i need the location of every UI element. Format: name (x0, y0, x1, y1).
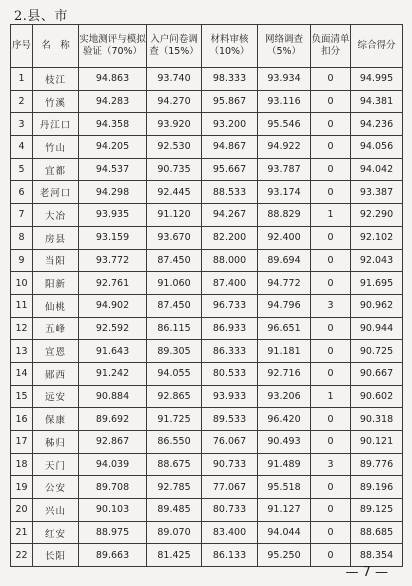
cell-total: 90.667 (351, 362, 403, 385)
table-row (11, 340, 403, 363)
cell-seq: 3 (11, 113, 33, 136)
cell-material: 96.733 (202, 294, 258, 317)
cell-total: 92.290 (351, 204, 403, 227)
cell-seq: 13 (11, 340, 33, 363)
table-row (11, 294, 403, 317)
header-negative: 负面清单扣分 (311, 25, 351, 68)
cell-seq: 14 (11, 362, 33, 385)
cell-negative: 0 (311, 476, 351, 499)
cell-material: 98.333 (202, 68, 258, 91)
cell-field-eval: 89.708 (79, 476, 147, 499)
cell-seq: 2 (11, 90, 33, 113)
cell-negative: 1 (311, 385, 351, 408)
cell-household: 92.530 (147, 136, 202, 159)
cell-total: 90.944 (351, 317, 403, 340)
table-row (11, 521, 403, 544)
cell-material: 88.533 (202, 181, 258, 204)
cell-online: 95.250 (258, 544, 311, 567)
cell-field-eval: 88.975 (79, 521, 147, 544)
cell-field-eval: 93.935 (79, 204, 147, 227)
cell-household: 91.725 (147, 408, 202, 431)
cell-online: 88.829 (258, 204, 311, 227)
cell-household: 92.865 (147, 385, 202, 408)
cell-online: 94.922 (258, 136, 311, 159)
cell-material: 93.933 (202, 385, 258, 408)
cell-material: 83.400 (202, 521, 258, 544)
cell-seq: 12 (11, 317, 33, 340)
cell-total: 94.236 (351, 113, 403, 136)
cell-household: 88.675 (147, 453, 202, 476)
table-row (11, 317, 403, 340)
cell-total: 94.995 (351, 68, 403, 91)
cell-name: 竹山 (33, 136, 79, 159)
cell-negative: 0 (311, 362, 351, 385)
cell-total: 91.695 (351, 272, 403, 295)
cell-material: 77.067 (202, 476, 258, 499)
cell-name: 老河口 (33, 181, 79, 204)
cell-negative: 1 (311, 204, 351, 227)
cell-negative: 0 (311, 68, 351, 91)
cell-household: 89.485 (147, 499, 202, 522)
cell-household: 92.445 (147, 181, 202, 204)
section-heading: 2.县、市 (14, 9, 68, 24)
table-row (11, 68, 403, 91)
table-header (11, 25, 403, 68)
cell-online: 93.116 (258, 90, 311, 113)
cell-field-eval: 91.643 (79, 340, 147, 363)
table-row (11, 226, 403, 249)
cell-total: 89.776 (351, 453, 403, 476)
cell-name: 秭归 (33, 431, 79, 454)
cell-online: 91.181 (258, 340, 311, 363)
cell-household: 81.425 (147, 544, 202, 567)
cell-negative: 0 (311, 181, 351, 204)
cell-material: 87.400 (202, 272, 258, 295)
cell-household: 93.740 (147, 68, 202, 91)
cell-negative: 0 (311, 90, 351, 113)
cell-negative: 0 (311, 113, 351, 136)
cell-total: 88.685 (351, 521, 403, 544)
cell-household: 94.055 (147, 362, 202, 385)
table-row (11, 181, 403, 204)
cell-online: 94.772 (258, 272, 311, 295)
cell-field-eval: 94.283 (79, 90, 147, 113)
cell-material: 88.000 (202, 249, 258, 272)
cell-material: 95.667 (202, 158, 258, 181)
cell-negative: 0 (311, 499, 351, 522)
cell-seq: 15 (11, 385, 33, 408)
cell-seq: 19 (11, 476, 33, 499)
cell-field-eval: 94.902 (79, 294, 147, 317)
cell-online: 91.127 (258, 499, 311, 522)
header-household: 入户问卷调查（15%） (147, 25, 202, 68)
cell-negative: 0 (311, 521, 351, 544)
cell-name: 郧西 (33, 362, 79, 385)
cell-name: 仙桃 (33, 294, 79, 317)
cell-field-eval: 93.772 (79, 249, 147, 272)
cell-name: 竹溪 (33, 90, 79, 113)
cell-online: 96.420 (258, 408, 311, 431)
cell-household: 91.120 (147, 204, 202, 227)
cell-material: 76.067 (202, 431, 258, 454)
cell-total: 90.121 (351, 431, 403, 454)
cell-total: 88.354 (351, 544, 403, 567)
cell-online: 92.716 (258, 362, 311, 385)
cell-household: 91.060 (147, 272, 202, 295)
cell-name: 当阳 (33, 249, 79, 272)
cell-total: 90.602 (351, 385, 403, 408)
header-total: 综合得分 (351, 25, 403, 68)
cell-negative: 0 (311, 226, 351, 249)
table-row (11, 408, 403, 431)
page-number: — 7 — (345, 565, 388, 580)
table-row (11, 136, 403, 159)
cell-field-eval: 94.358 (79, 113, 147, 136)
cell-total: 94.056 (351, 136, 403, 159)
cell-negative: 0 (311, 340, 351, 363)
cell-online: 95.546 (258, 113, 311, 136)
cell-online: 93.174 (258, 181, 311, 204)
cell-field-eval: 93.159 (79, 226, 147, 249)
cell-seq: 16 (11, 408, 33, 431)
cell-negative: 3 (311, 453, 351, 476)
cell-name: 丹江口 (33, 113, 79, 136)
header-seq: 序号 (11, 25, 33, 68)
cell-seq: 22 (11, 544, 33, 567)
cell-seq: 4 (11, 136, 33, 159)
cell-name: 宣恩 (33, 340, 79, 363)
cell-material: 89.533 (202, 408, 258, 431)
cell-online: 90.493 (258, 431, 311, 454)
header-material: 材料审核（10%） (202, 25, 258, 68)
table-row (11, 385, 403, 408)
cell-total: 89.196 (351, 476, 403, 499)
table-row (11, 113, 403, 136)
cell-negative: 3 (311, 294, 351, 317)
cell-negative: 0 (311, 136, 351, 159)
cell-name: 保康 (33, 408, 79, 431)
cell-online: 93.934 (258, 68, 311, 91)
cell-material: 93.200 (202, 113, 258, 136)
cell-field-eval: 92.761 (79, 272, 147, 295)
cell-seq: 8 (11, 226, 33, 249)
cell-name: 红安 (33, 521, 79, 544)
cell-total: 93.387 (351, 181, 403, 204)
cell-name: 枝江 (33, 68, 79, 91)
cell-household: 87.450 (147, 249, 202, 272)
cell-negative: 0 (311, 272, 351, 295)
cell-material: 95.867 (202, 90, 258, 113)
cell-field-eval: 94.298 (79, 181, 147, 204)
cell-household: 94.270 (147, 90, 202, 113)
cell-household: 93.920 (147, 113, 202, 136)
cell-name: 宜都 (33, 158, 79, 181)
cell-household: 93.670 (147, 226, 202, 249)
cell-total: 90.318 (351, 408, 403, 431)
cell-name: 五峰 (33, 317, 79, 340)
cell-material: 80.733 (202, 499, 258, 522)
cell-total: 90.962 (351, 294, 403, 317)
cell-field-eval: 94.537 (79, 158, 147, 181)
cell-total: 94.042 (351, 158, 403, 181)
cell-seq: 17 (11, 431, 33, 454)
cell-household: 89.070 (147, 521, 202, 544)
cell-total: 92.102 (351, 226, 403, 249)
cell-material: 94.867 (202, 136, 258, 159)
cell-field-eval: 94.863 (79, 68, 147, 91)
cell-negative: 0 (311, 249, 351, 272)
cell-seq: 7 (11, 204, 33, 227)
cell-online: 96.651 (258, 317, 311, 340)
cell-online: 92.400 (258, 226, 311, 249)
cell-material: 82.200 (202, 226, 258, 249)
table-row (11, 249, 403, 272)
cell-total: 94.381 (351, 90, 403, 113)
cell-household: 86.550 (147, 431, 202, 454)
cell-online: 93.206 (258, 385, 311, 408)
cell-field-eval: 91.242 (79, 362, 147, 385)
cell-field-eval: 94.039 (79, 453, 147, 476)
cell-name: 房县 (33, 226, 79, 249)
header-online: 网络调查（5%） (258, 25, 311, 68)
cell-field-eval: 92.867 (79, 431, 147, 454)
cell-negative: 0 (311, 431, 351, 454)
cell-household: 89.305 (147, 340, 202, 363)
cell-material: 86.333 (202, 340, 258, 363)
cell-field-eval: 90.103 (79, 499, 147, 522)
cell-name: 兴山 (33, 499, 79, 522)
cell-field-eval: 89.692 (79, 408, 147, 431)
cell-seq: 18 (11, 453, 33, 476)
cell-material: 94.267 (202, 204, 258, 227)
cell-negative: 0 (311, 158, 351, 181)
cell-name: 天门 (33, 453, 79, 476)
scores-table (10, 24, 403, 567)
cell-online: 94.796 (258, 294, 311, 317)
cell-seq: 10 (11, 272, 33, 295)
cell-total: 90.725 (351, 340, 403, 363)
cell-seq: 11 (11, 294, 33, 317)
table-row (11, 158, 403, 181)
cell-negative: 0 (311, 317, 351, 340)
cell-name: 阳新 (33, 272, 79, 295)
cell-household: 92.785 (147, 476, 202, 499)
cell-material: 80.533 (202, 362, 258, 385)
cell-online: 89.694 (258, 249, 311, 272)
cell-name: 公安 (33, 476, 79, 499)
table-row (11, 204, 403, 227)
table-row (11, 453, 403, 476)
table-row (11, 431, 403, 454)
cell-household: 87.450 (147, 294, 202, 317)
cell-seq: 5 (11, 158, 33, 181)
header-name: 名 称 (33, 25, 79, 68)
cell-seq: 6 (11, 181, 33, 204)
cell-household: 86.115 (147, 317, 202, 340)
table-row (11, 476, 403, 499)
table-row (11, 272, 403, 295)
table-row (11, 499, 403, 522)
cell-negative: 0 (311, 408, 351, 431)
table-row (11, 362, 403, 385)
cell-seq: 9 (11, 249, 33, 272)
cell-field-eval: 94.205 (79, 136, 147, 159)
cell-name: 远安 (33, 385, 79, 408)
cell-field-eval: 92.592 (79, 317, 147, 340)
cell-seq: 21 (11, 521, 33, 544)
cell-total: 89.125 (351, 499, 403, 522)
cell-seq: 20 (11, 499, 33, 522)
cell-negative: 0 (311, 544, 351, 567)
table-row (11, 544, 403, 567)
table-body (11, 68, 403, 567)
cell-online: 91.489 (258, 453, 311, 476)
cell-material: 86.933 (202, 317, 258, 340)
cell-online: 94.044 (258, 521, 311, 544)
cell-seq: 1 (11, 68, 33, 91)
cell-material: 86.133 (202, 544, 258, 567)
cell-field-eval: 89.663 (79, 544, 147, 567)
table-row (11, 90, 403, 113)
cell-material: 90.733 (202, 453, 258, 476)
cell-household: 90.735 (147, 158, 202, 181)
cell-name: 长阳 (33, 544, 79, 567)
cell-online: 95.518 (258, 476, 311, 499)
header-field-eval: 实地测评与模拟验证（70%） (79, 25, 147, 68)
cell-field-eval: 90.884 (79, 385, 147, 408)
cell-total: 92.043 (351, 249, 403, 272)
cell-online: 93.787 (258, 158, 311, 181)
cell-name: 大冶 (33, 204, 79, 227)
